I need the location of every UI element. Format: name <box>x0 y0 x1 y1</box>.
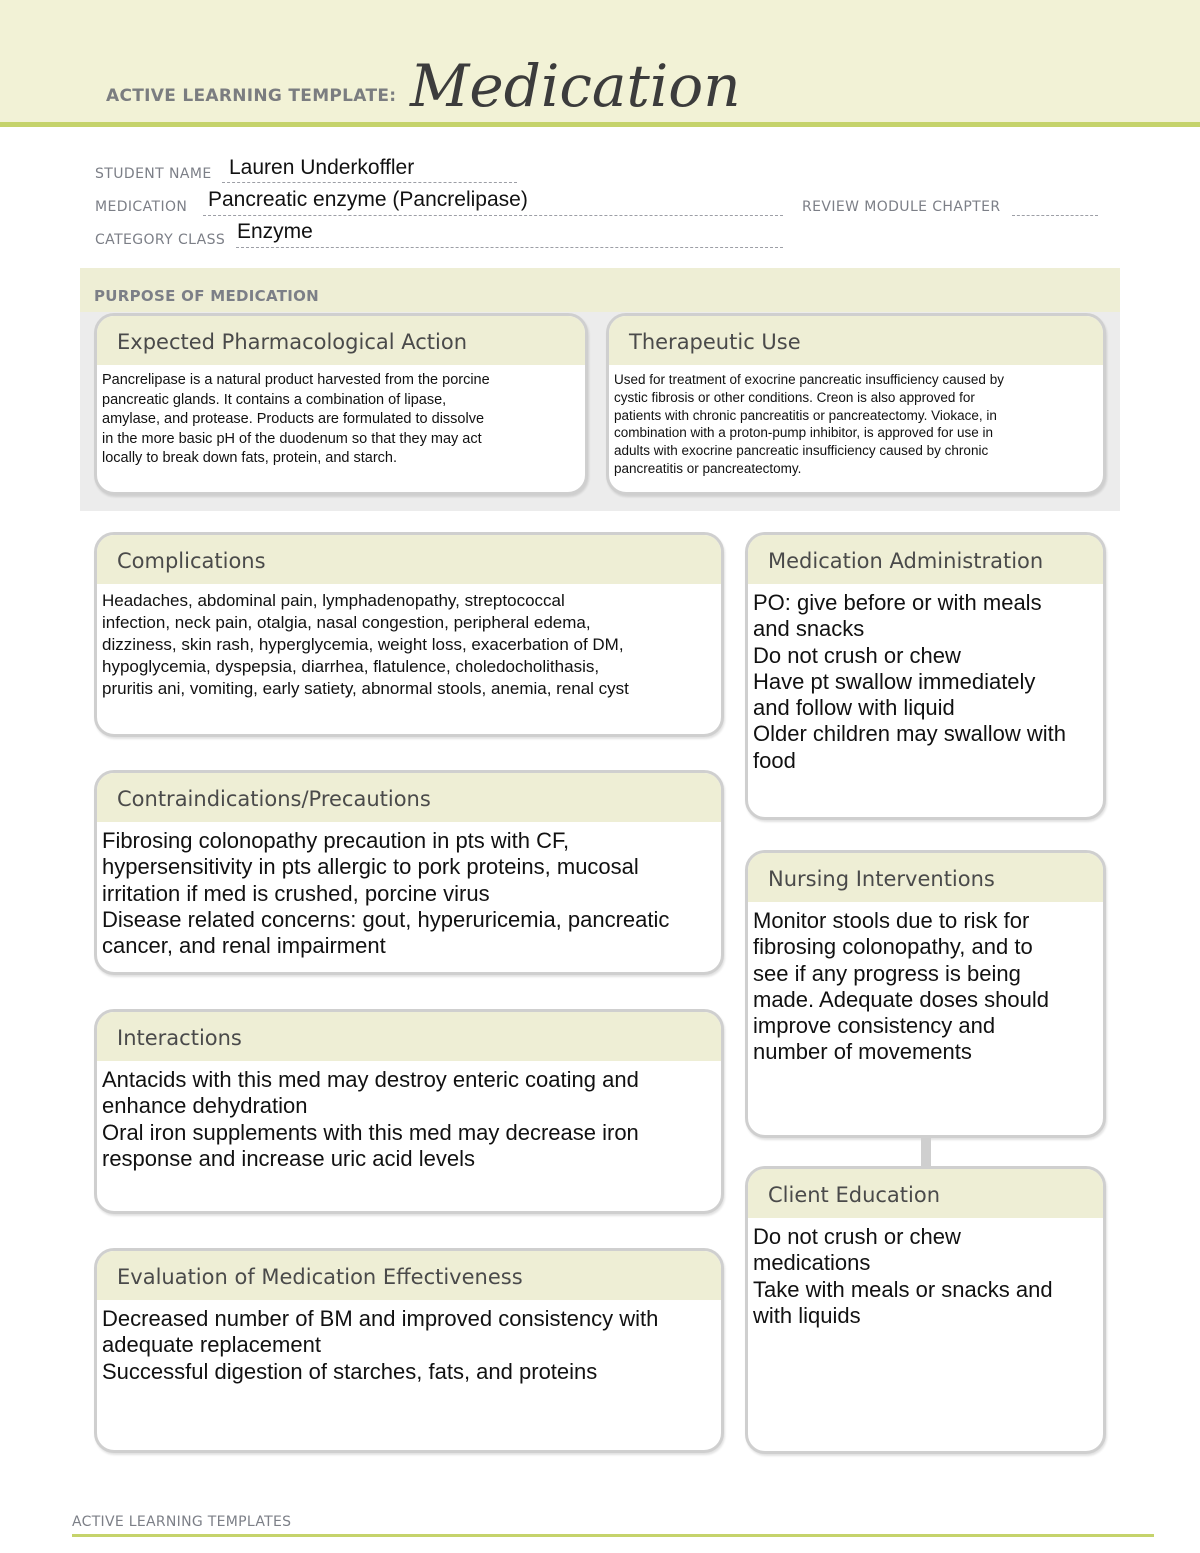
template-label: ACTIVE LEARNING TEMPLATE: <box>106 86 397 106</box>
category-class-underline <box>236 247 783 248</box>
student-name-field[interactable]: Lauren Underkoffler <box>229 156 415 179</box>
nursing-interventions-title: Nursing Interventions <box>748 853 1103 902</box>
footer-label: ACTIVE LEARNING TEMPLATES <box>72 1514 292 1530</box>
review-module-label: REVIEW MODULE CHAPTER <box>802 199 1001 215</box>
category-class-field[interactable]: Enzyme <box>237 220 313 243</box>
footer-divider <box>72 1534 1154 1537</box>
page-title: Medication <box>410 52 741 120</box>
interactions-title: Interactions <box>97 1012 721 1061</box>
evaluation-text[interactable]: Decreased number of BM and improved consistency with adequate replacement Successful digestion of starches, fats, and proteins <box>102 1306 659 1384</box>
review-module-underline <box>1012 215 1098 216</box>
medication-administration-text[interactable]: PO: give before or with meals and snacks Do not crush or chew Have pt swallow immediately and follow with liquid Older children may swallow with food <box>753 590 1066 773</box>
nursing-interventions-card <box>745 850 1106 1138</box>
interactions-text[interactable]: Antacids with this med may destroy enteric coating and enhance dehydration Oral iron supplements with this med may decrease iron response and increase uric acid levels <box>102 1067 639 1171</box>
contraindications-title: Contraindications/Precautions <box>97 773 721 822</box>
expected-action-text[interactable]: Pancrelipase is a natural product harvested from the porcine pancreatic glands. It contains a combination of lipase, amylase, and protease. Products are formulated to dissolve in the more basic pH of the duodenum so that they may act locally to break down fats, protein, and starch. <box>102 372 490 466</box>
medication-administration-title: Medication Administration <box>748 535 1103 584</box>
medication-field[interactable]: Pancreatic enzyme (Pancrelipase) <box>208 188 528 211</box>
medication-administration-card <box>745 532 1106 820</box>
student-name-label: STUDENT NAME <box>95 166 212 182</box>
purpose-label: PURPOSE OF MEDICATION <box>94 287 320 305</box>
therapeutic-use-text[interactable]: Used for treatment of exocrine pancreatic insufficiency caused by cystic fibrosis or other conditions. Creon is also approved for patients with chronic pancreatitis or pancreatectomy. Viokace, in combination with a proton-pump inhibitor, is approved for use in adults with exocrine pancreatic insufficiency caused by chronic pancreatitis or pancreatectomy. <box>614 372 1004 476</box>
contraindications-text[interactable]: Fibrosing colonopathy precaution in pts with CF, hypersensitivity in pts allergic to pork proteins, mucosal irritation if med is crushed, porcine virus Disease related concerns: gout, hyperuricemia, pancreatic cancer, and renal impairment <box>102 828 670 959</box>
header-divider <box>0 122 1200 127</box>
category-class-label: CATEGORY CLASS <box>95 232 226 248</box>
medication-underline <box>203 215 783 216</box>
expected-action-title: Expected Pharmacological Action <box>97 316 585 365</box>
medication-label: MEDICATION <box>95 199 188 215</box>
interactions-card <box>94 1009 724 1214</box>
complications-text[interactable]: Headaches, abdominal pain, lymphadenopathy, streptococcal infection, neck pain, otalgia, nasal congestion, peripheral edema, dizziness, skin rash, hyperglycemia, weight loss, exacerbation of DM, hypoglycemia, dyspepsia, diarrhea, flatulence, choledocholithasis, pruritis ani, vomiting, early satiety, abnormal stools, anemia, renal cyst <box>102 591 629 698</box>
expected-action-card <box>94 313 588 495</box>
complications-card <box>94 532 724 737</box>
client-education-card <box>745 1166 1106 1454</box>
therapeutic-use-title: Therapeutic Use <box>609 316 1103 365</box>
contraindications-card <box>94 770 724 975</box>
evaluation-title: Evaluation of Medication Effectiveness <box>97 1251 721 1300</box>
nursing-interventions-text[interactable]: Monitor stools due to risk for fibrosing colonopathy, and to see if any progress is being made. Adequate doses should improve consistency and number of movements <box>753 908 1050 1065</box>
evaluation-card <box>94 1248 724 1453</box>
therapeutic-use-card <box>606 313 1106 495</box>
student-name-underline <box>222 182 517 183</box>
card-connector <box>921 1136 931 1166</box>
client-education-text[interactable]: Do not crush or chew medications Take with meals or snacks and with liquids <box>753 1224 1053 1328</box>
complications-title: Complications <box>97 535 721 584</box>
client-education-title: Client Education <box>748 1169 1103 1218</box>
